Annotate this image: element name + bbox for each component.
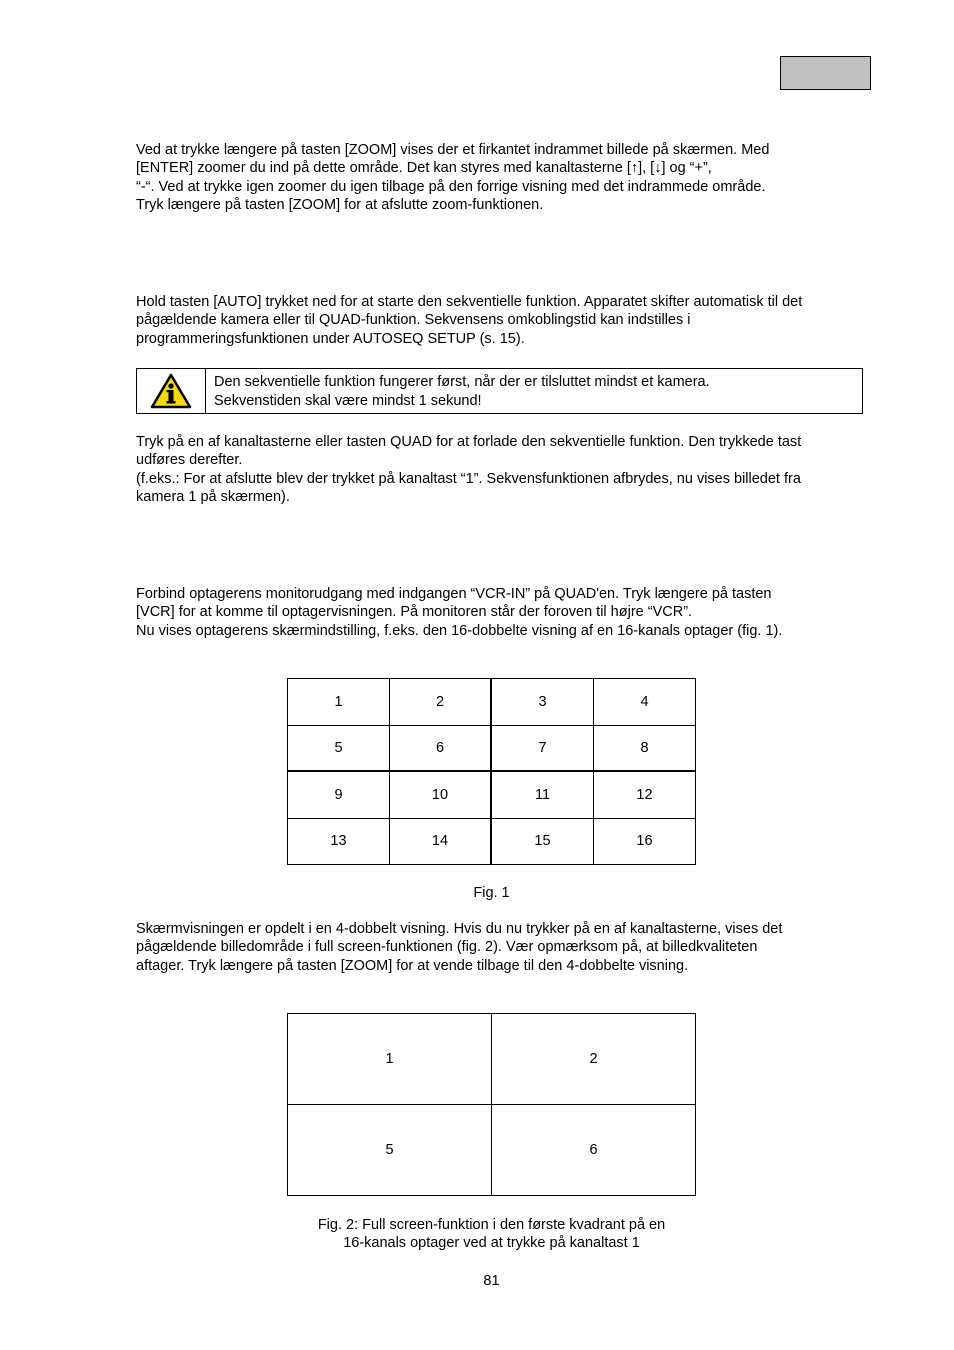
- grid-cell: 16: [594, 819, 696, 866]
- auto-paragraph: Hold tasten [AUTO] trykket ned for at starte den sekventielle funktion. Apparatet skifter automatisk til det pågældende kamera eller til QUAD-funktion. Sekvensens omkoblingstid kan indstilles i programmeringsfunktionen under AUTOSEQ SETUP (s. 15).: [136, 294, 803, 347]
- grid-cell: 7: [492, 726, 594, 773]
- grid-cell: 9: [288, 772, 390, 819]
- zoom-paragraph: Ved at trykke længere på tasten [ZOOM] vises der et firkantet indrammet billede på skærmen. Med [ENTER] zoomer du ind på dette område. Det kan styres med kanaltasterne [↑], [↓] og “+”, “-“. Ved at trykke igen zoomer du igen tilbage på den forrige visning med det indrammede område. Tryk længere på tasten [ZOOM] for at afslutte zoom-funktionen.: [136, 142, 770, 214]
- page-number: 81: [483, 1273, 500, 1289]
- fig1-caption: Fig. 1: [473, 885, 510, 901]
- grid-cell: 1: [288, 679, 390, 726]
- fig2-grid: [287, 1013, 696, 1196]
- grid-cell: 13: [288, 819, 390, 866]
- grid-cell: 2: [390, 679, 492, 726]
- grid-cell: 5: [288, 726, 390, 773]
- grid-cell: 1: [288, 1014, 492, 1105]
- quad-paragraph: Skærmvisningen er opdelt i en 4-dobbelt visning. Hvis du nu trykker på en af kanaltasterne, vises det pågældende billedområde i full screen-funktionen (fig. 2). Vær opmærksom på, at billedkvaliteten aftager. Tryk længere på tasten [ZOOM] for at vende tilbage til den 4-dobbelte visning.: [136, 921, 783, 974]
- grid-cell: 4: [594, 679, 696, 726]
- grid-cell: 3: [492, 679, 594, 726]
- grid-cell: 2: [492, 1014, 696, 1105]
- note-icon-cell: [137, 369, 206, 413]
- info-warning-icon: [150, 373, 192, 409]
- grid-cell: 15: [492, 819, 594, 866]
- grid-cell: 6: [492, 1105, 696, 1196]
- vcr-paragraph: Forbind optagerens monitorudgang med indgangen “VCR-IN” på QUAD'en. Tryk længere på tasten [VCR] for at komme til optagervisningen. På monitoren står der foroven til højre “VCR”. Nu vises optagerens skærmindstilling, f.eks. den 16-dobbelte visning af en 16-kanals optager (fig. 1).: [136, 586, 783, 639]
- fig1-grid: [287, 678, 696, 865]
- note-text: Den sekventielle funktion fungerer først, når der er tilsluttet mindst et kamera. Sekvenstiden skal være mindst 1 sekund!: [214, 374, 710, 409]
- exit-paragraph: Tryk på en af kanaltasterne eller tasten QUAD for at forlade den sekventielle funktion. Den trykkede tast udføres derefter. (f.eks.: For at afslutte blev der trykket på kanaltast “1”. Sekvensfunktionen afbrydes, nu vises billedet fra kamera 1 på skærmen).: [136, 434, 802, 506]
- grid-cell: 11: [492, 772, 594, 819]
- grid-cell: 6: [390, 726, 492, 773]
- note-box: [136, 368, 863, 414]
- grid-cell: 14: [390, 819, 492, 866]
- grid-cell: 8: [594, 726, 696, 773]
- language-tab-marker: [780, 56, 871, 90]
- grid-cell: 10: [390, 772, 492, 819]
- grid-cell: 12: [594, 772, 696, 819]
- fig2-caption: Fig. 2: Full screen-funktion i den første kvadrant på en 16-kanals optager ved at trykke på kanaltast 1: [317, 1217, 666, 1252]
- grid-cell: 5: [288, 1105, 492, 1196]
